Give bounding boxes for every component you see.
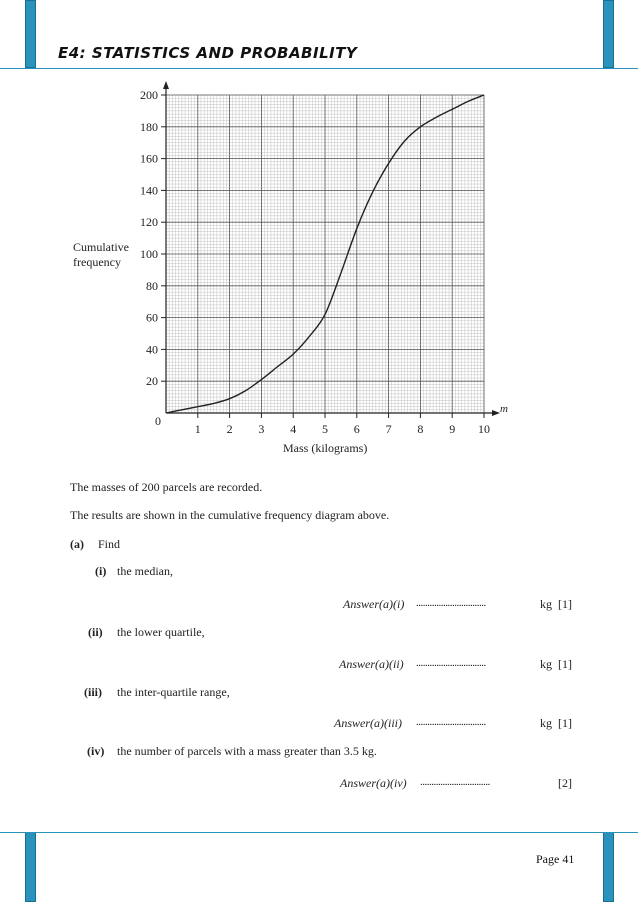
part-a-label: (a) (70, 537, 84, 551)
answer-field-ii[interactable]: ............................... (416, 657, 486, 669)
unit-i: kg (540, 597, 552, 611)
y-tick-label: 60 (146, 310, 158, 325)
y-axis-label (73, 240, 129, 270)
y-axis-label-line-1: Cumulative (73, 240, 129, 254)
x-tick-label: 7 (385, 422, 392, 436)
answer-label-ii (339, 657, 404, 672)
x-tick-label: 4 (290, 422, 297, 436)
frame-bar-bottom-left (25, 832, 36, 902)
y-tick-label: 200 (140, 88, 158, 102)
marks-ii: [1] (558, 657, 572, 671)
x-tick-label: 3 (258, 422, 265, 436)
y-tick-label: 160 (140, 151, 158, 166)
unit-iii: kg (540, 716, 552, 730)
answer-label-iv (340, 776, 407, 791)
x-tick-label: 6 (353, 422, 360, 436)
answer-label-iv-text: Answer(a)(iv) (340, 776, 407, 790)
marks-iii: [1] (558, 716, 572, 730)
question-number-ii: (ii) (88, 625, 103, 639)
y-tick-label: 180 (140, 119, 158, 134)
x-axis-arrow (492, 410, 500, 416)
answer-label-iii-text: Answer(a)(iii) (334, 716, 402, 730)
y-axis-label-line-2: frequency (73, 255, 121, 269)
frame-bar-bottom-right (603, 832, 614, 902)
footer-rule (0, 832, 638, 833)
x-axis-label: Mass (kilograms) (283, 441, 368, 455)
x-tick-label: 5 (322, 422, 328, 436)
x-tick-label: 10 (478, 422, 490, 436)
answer-field-iv[interactable]: ............................... (420, 776, 490, 788)
question-text-iii: the inter-quartile range, (117, 685, 230, 699)
y-tick-label: 80 (146, 278, 158, 293)
question-text-ii: the lower quartile, (117, 625, 205, 639)
question-number-i: (i) (95, 564, 107, 578)
y-tick-label: 20 (146, 374, 158, 389)
ticks (161, 95, 484, 418)
unit-ii: kg (540, 657, 552, 671)
marks-i: [1] (558, 597, 572, 611)
x-tick-label: 1 (194, 422, 201, 436)
tick-labels (140, 88, 490, 436)
marks-iv: [2] (558, 776, 572, 790)
y-tick-label: 140 (140, 183, 158, 198)
question-number-iii: (iii) (84, 685, 102, 699)
y-tick-label: 40 (146, 342, 158, 357)
y-axis-arrow (163, 81, 169, 89)
origin-label: 0 (155, 414, 161, 428)
answer-label-i-text: Answer(a)(i) (343, 597, 405, 611)
question-text-iv: the number of parcels with a mass greater than 3.5 kg. (117, 744, 377, 758)
x-tick-label: 9 (449, 422, 456, 436)
x-tick-label: 8 (417, 422, 424, 436)
question-number-iv: (iv) (87, 744, 105, 758)
x-variable-label: m (500, 403, 508, 415)
question-text-i: the median, (117, 564, 173, 578)
intro-line-1: The masses of 200 parcels are recorded. (70, 480, 263, 494)
answer-label-iii (334, 716, 402, 731)
answer-field-iii[interactable]: ............................... (416, 716, 486, 728)
y-tick-label: 100 (140, 247, 158, 261)
page-number: Page 41 (536, 852, 575, 866)
intro-line-2: The results are shown in the cumulative frequency diagram above. (70, 508, 390, 522)
part-a-instruction: Find (98, 537, 121, 551)
y-tick-label: 120 (140, 215, 158, 230)
page-header-title: E4: STATISTICS AND PROBABILITY (58, 44, 358, 62)
x-tick-label: 2 (226, 422, 233, 436)
answer-label-ii-text: Answer(a)(ii) (339, 657, 404, 671)
answer-label-i (343, 597, 404, 612)
answer-field-i[interactable]: ............................... (416, 597, 486, 609)
